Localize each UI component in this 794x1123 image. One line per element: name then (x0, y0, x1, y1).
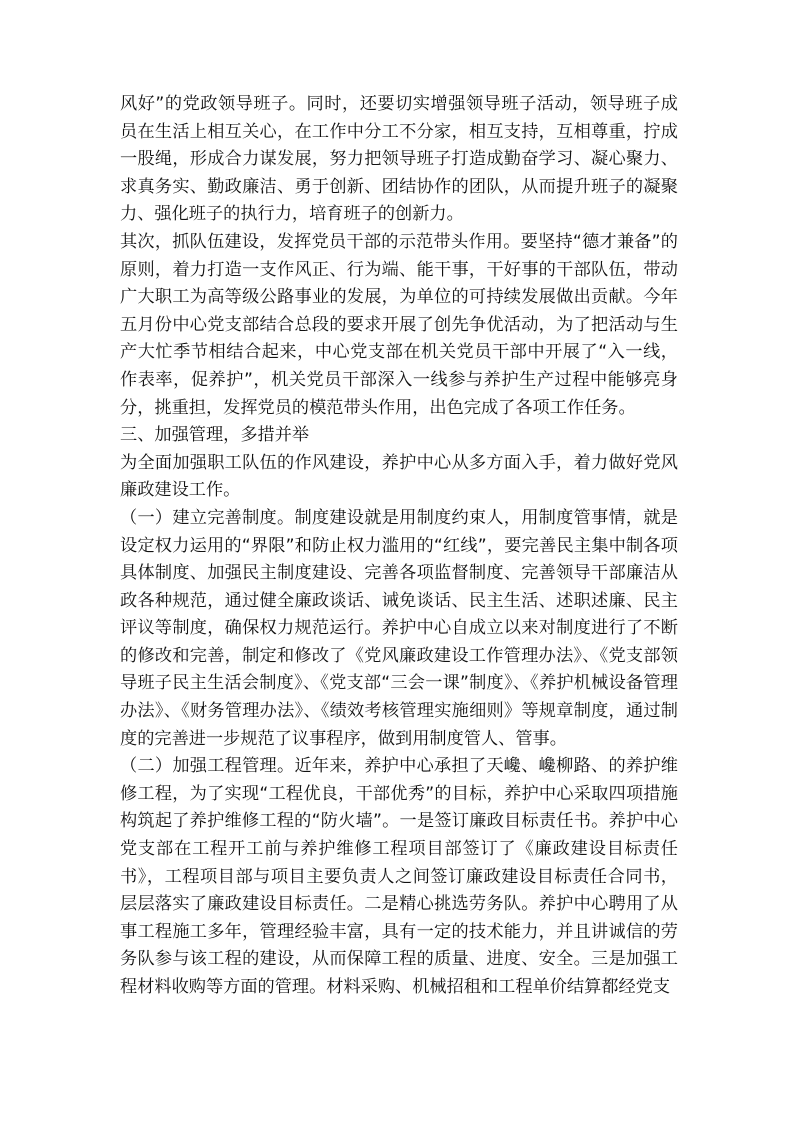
paragraph-management-intro: 为全面加强职工队伍的作风建设，养护中心从多方面入手，着力做好党风廉政建设工作。 (120, 452, 678, 501)
section-heading-management: 三、加强管理，多措并举 (120, 425, 310, 446)
paragraph-project-management: （二）加强工程管理。近年来，养护中心承担了天巉、巉柳路、的养护维修工程，为了实现“工程优良，干部优秀”的目标，养护中心采取四项措施构筑起了养护维修工程的“防火墙”。一是签订廉政目标责任书。养护中心党支部在工程开工前与养护维修工程项目部签订了《廉政建设目标责任书》，工程项目部与项目主要负责人之间签订廉政建设目标责任合同书，层层落实了廉政建设目标责任。二是精心挑选劳务队。养护中心聘用了从事工程施工多年，管理经验丰富，具有一定的技术能力，并且讲诚信的劳务队参与该工程的建设，从而保障工程的质量、进度、安全。三是加强工程材料收购等方面的管理。材料采购、机械招租和工程单价结算都经党支 (120, 756, 678, 997)
paragraph-system-building: （一）建立完善制度。制度建设就是用制度约束人，用制度管事情，就是设定权力运用的“界限”和防止权力滥用的“红线”，要完善民主集中制各项具体制度、加强民主制度建设、完善各项监督制度、完善领导干部廉洁从政各种规范，通过健全廉政谈话、诫免谈话、民主生活、述职述廉、民主评议等制度，确保权力规范运行。养护中心自成立以来对制度进行了不断的修改和完善，制定和修改了《党风廉政建设工作管理办法》、《党支部领导班子民主生活会制度》、《党支部“三会一课”制度》、《养护机械设备管理办法》、《财务管理办法》、《绩效考核管理实施细则》等规章制度，通过制度的完善进一步规范了议事程序，做到用制度管人、管事。 (120, 507, 678, 749)
paragraph-leadership-team: 风好”的党政领导班子。同时，还要切实增强领导班子活动，领导班子成员在生活上相互关心，在工作中分工不分家，相互支持，互相尊重，拧成一股绳，形成合力谋发展，努力把领导班子打造成勤奋学习、凝心聚力、求真务实、勤政廉洁、勇于创新、团结协作的团队，从而提升班子的凝聚力、强化班子的执行力，培育班子的创新力。 (120, 94, 678, 225)
paragraph-team-building: 其次，抓队伍建设，发挥党员干部的示范带头作用。要坚持“德才兼备”的原则，着力打造一支作风正、行为端、能干事，干好事的干部队伍，带动广大职工为高等级公路事业的发展，为单位的可持续发展做出贡献。今年五月份中心党支部结合总段的要求开展了创先争优活动，为了把活动与生产大忙季节相结合起来，中心党支部在机关党员干部中开展了“入一线，作表率，促养护”，机关党员干部深入一线参与养护生产过程中能够亮身分，挑重担，发挥党员的模范带头作用，出色完成了各项工作任务。 (120, 231, 678, 418)
document-body (120, 91, 678, 1002)
